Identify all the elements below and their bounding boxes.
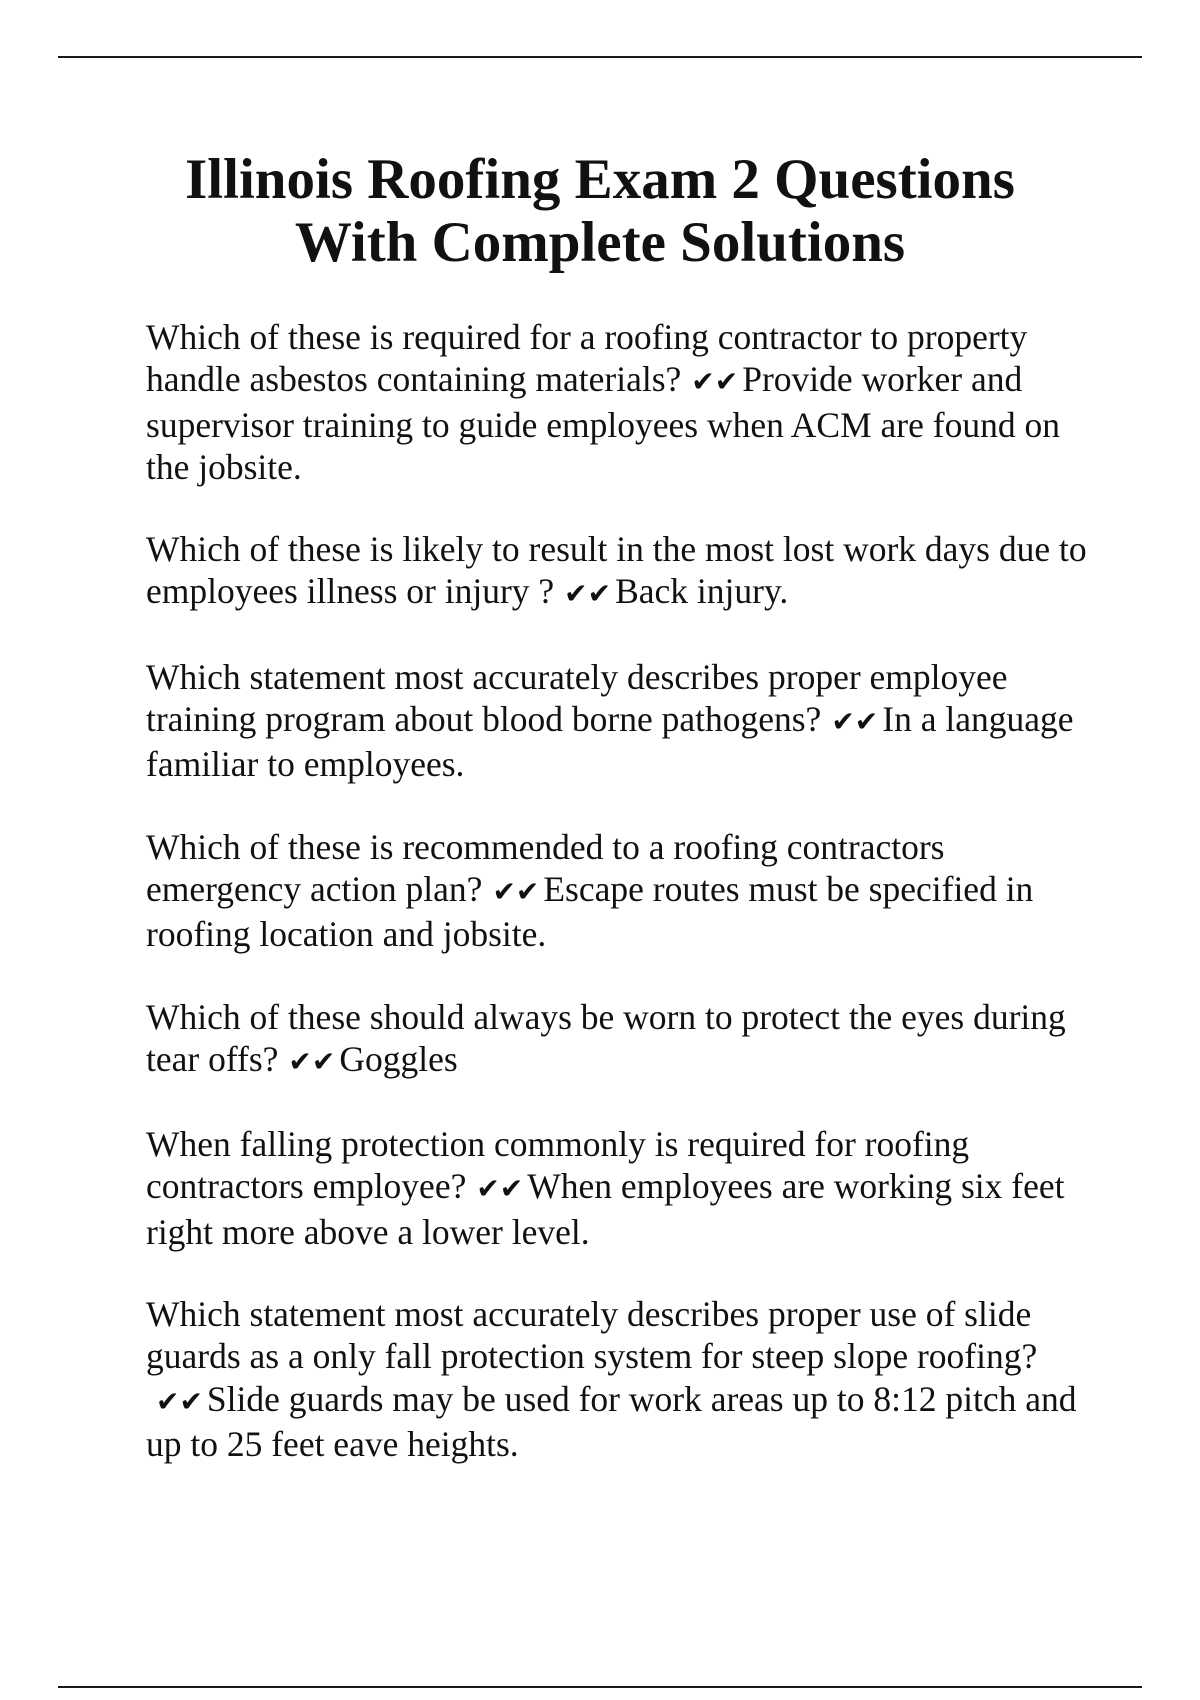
qa-item <box>146 996 1091 1084</box>
question-text: Which statement most accurately describes proper use of slide guards as a only fall protection system for steep slope roofing? <box>146 1294 1038 1377</box>
double-check-icon: ✔✔ <box>476 1172 524 1206</box>
answer-text: Provide worker and supervisor training to guide employees when ACM are found on the jobsite. <box>146 359 1060 487</box>
answer-text: Back injury. <box>615 571 789 612</box>
top-rule <box>58 56 1142 58</box>
qa-item <box>146 316 1091 488</box>
page-title <box>100 148 1100 274</box>
answer-text: Goggles <box>339 1038 458 1079</box>
answer-text: When employees are working six feet right more above a lower level. <box>146 1166 1065 1252</box>
question-text: Which statement most accurately describes proper employee training program about blood borne pathogens? <box>146 656 1008 740</box>
question-text: Which of these is required for a roofing contractor to property handle asbestos containing materials? <box>146 317 1028 400</box>
double-check-icon: ✔✔ <box>564 577 612 611</box>
answer-text: Slide guards may be used for work areas up to 8:12 pitch and up to 25 feet eave heights. <box>146 1378 1077 1464</box>
answer-text: Escape routes must be specified in roofing location and jobsite. <box>146 868 1034 955</box>
question-text: Which of these should always be worn to protect the eyes during tear offs? <box>146 996 1066 1079</box>
qa-item <box>146 1123 1091 1253</box>
answer-text: In a language familiar to employees. <box>146 699 1074 785</box>
double-check-icon: ✔✔ <box>156 1384 203 1418</box>
title-line-1: Illinois Roofing Exam 2 Questions <box>185 148 1015 211</box>
question-text: Which of these is recommended to a roofing contractors emergency action plan? <box>146 826 945 909</box>
bottom-rule <box>58 1686 1142 1688</box>
qa-list <box>146 316 1091 1505</box>
qa-item <box>146 528 1091 616</box>
double-check-icon: ✔✔ <box>831 705 879 739</box>
double-check-icon: ✔✔ <box>492 874 540 908</box>
double-check-icon: ✔✔ <box>691 365 739 399</box>
double-check-icon: ✔✔ <box>288 1044 336 1078</box>
qa-item <box>146 826 1091 956</box>
title-line-2: With Complete Solutions <box>294 211 906 274</box>
question-text: When falling protection commonly is required for roofing contractors employee? <box>146 1124 970 1207</box>
qa-item <box>146 656 1091 786</box>
qa-item <box>146 1293 1091 1465</box>
question-text: Which of these is likely to result in the most lost work days due to employees illness or injury ? <box>146 529 1087 612</box>
